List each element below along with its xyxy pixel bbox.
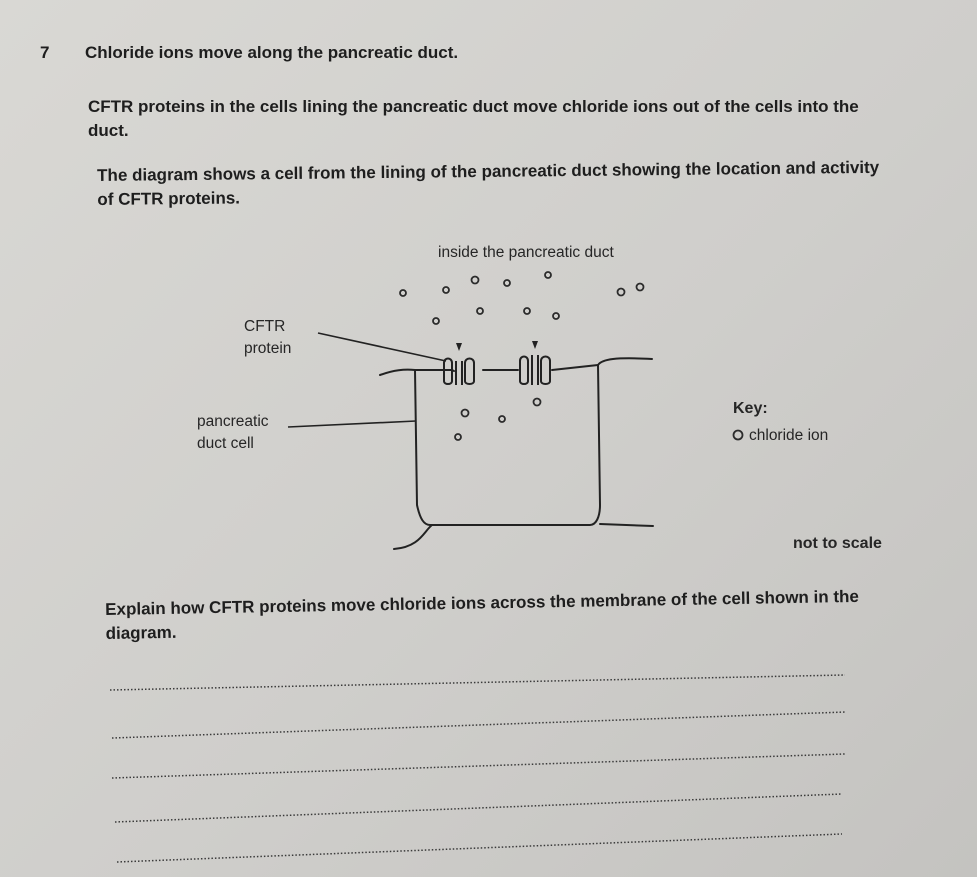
answer-line[interactable] xyxy=(112,754,845,778)
answer-line[interactable] xyxy=(117,834,842,862)
scale-note: not to scale xyxy=(793,535,882,552)
key-chloride-ion-label: chloride ion xyxy=(749,427,829,444)
description-line-2: of CFTR proteins. xyxy=(97,188,241,209)
question-number: 7 xyxy=(40,43,50,62)
duct-lumen-label: inside the pancreatic duct xyxy=(438,244,614,261)
description-line-1: The diagram shows a cell from the lining of the pancreatic duct showing the location and activity xyxy=(97,157,880,185)
cftr-label-line-1: CFTR xyxy=(244,318,286,335)
answer-line[interactable] xyxy=(112,712,845,738)
intro-line-1: CFTR proteins in the cells lining the pancreatic duct move chloride ions out of the cells into the xyxy=(88,97,859,116)
prompt-line-1: Explain how CFTR proteins move chloride ions across the membrane of the cell shown in the xyxy=(105,586,860,619)
key-title: Key: xyxy=(733,400,768,417)
intro-line-2: duct. xyxy=(88,121,129,140)
cftr-label-line-2: protein xyxy=(244,340,292,357)
answer-line[interactable] xyxy=(110,675,845,690)
cell-label-line-2: duct cell xyxy=(197,435,254,452)
answer-line[interactable] xyxy=(115,794,842,822)
prompt-line-2: diagram. xyxy=(105,622,177,643)
question-title: Chloride ions move along the pancreatic duct. xyxy=(85,43,459,62)
cell-label-line-1: pancreatic xyxy=(197,413,269,430)
